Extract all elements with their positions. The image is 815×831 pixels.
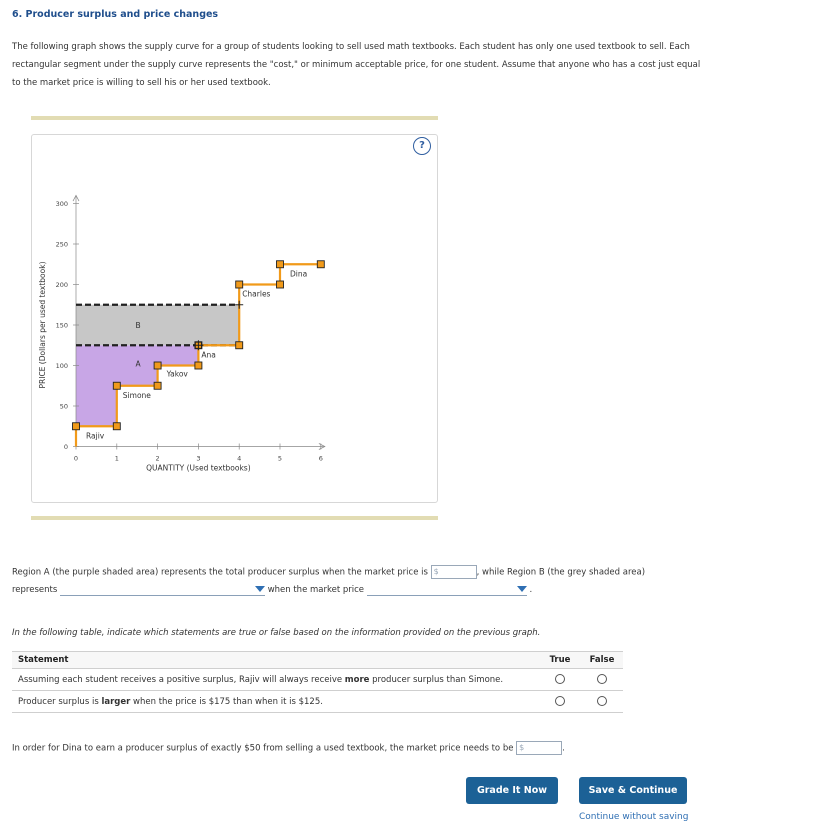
represents-text: represents: [12, 585, 58, 595]
true-header: True: [539, 652, 581, 669]
supply-point-ana-end[interactable]: [236, 342, 243, 349]
false-header: False: [581, 652, 623, 669]
question-title: 6. Producer surplus and price changes: [12, 9, 219, 20]
y-tick-label: 250: [55, 240, 68, 249]
region-a-text: Region A (the purple shaded area) represents the total producer surplus when the market price is: [12, 567, 428, 578]
statement-2-false-cell: [581, 691, 623, 713]
statement-header: Statement: [12, 652, 539, 669]
when-market-price-text: when the market price: [267, 585, 365, 595]
y-tick-label: 150: [55, 321, 68, 330]
student-label-yakov: Yakov: [166, 369, 188, 379]
region-a-price-input[interactable]: $: [431, 565, 477, 579]
save-continue-button[interactable]: Save & Continue: [579, 777, 687, 804]
statement-1-true-radio[interactable]: [555, 674, 565, 684]
help-icon[interactable]: ?: [413, 137, 431, 155]
supply-point-charles-end[interactable]: [277, 281, 284, 288]
dina-price-input[interactable]: $: [516, 741, 562, 755]
region-a-label: A: [135, 359, 141, 369]
statement-1-bold: more: [344, 674, 370, 685]
statement-1-pre: Assuming each student receives a positive surplus, Rajiv will always receive: [18, 674, 345, 685]
graph-panel: [31, 134, 438, 503]
table-row: [12, 691, 623, 713]
x-axis-label: QUANTITY (Used textbooks): [146, 463, 251, 473]
dropdown-arrow-icon: [517, 586, 527, 592]
table-row: [12, 669, 623, 691]
intro-text: The following graph shows the supply curve for a group of students looking to sell used math textbooks. Each student has only one used textbook to sell. Each rectangular segment under the supply curve represents the "cost," or minimum acceptable price, for one student. Assume that anyone who has a cost just equal to the market price is willing to sell his or her used textbook.: [12, 42, 701, 88]
y-axis-label: PRICE (Dollars per used textbook): [38, 261, 47, 389]
dina-period: .: [562, 743, 565, 754]
statement-2-true-radio[interactable]: [555, 696, 565, 706]
statement-2-bold: larger: [101, 696, 131, 707]
statement-2-pre: Producer surplus is: [18, 696, 102, 707]
supply-point-yakov-end[interactable]: [195, 362, 202, 369]
region-question-line1: [12, 565, 645, 579]
statement-1: [12, 669, 539, 691]
statement-2-false-radio[interactable]: [597, 696, 607, 706]
supply-chart[interactable]: [32, 135, 437, 502]
statement-2: [12, 691, 539, 713]
supply-point-rajiv-end[interactable]: [113, 423, 120, 430]
statement-1-post: producer surplus than Simone.: [369, 674, 504, 685]
y-tick-label: 0: [63, 443, 68, 451]
continue-without-saving-link[interactable]: Continue without saving: [579, 812, 689, 822]
y-tick-label: 50: [59, 402, 68, 411]
x-tick-label: 0: [73, 454, 79, 463]
top-divider: [31, 116, 438, 120]
x-tick-label: 6: [318, 454, 323, 463]
supply-point-dina-end[interactable]: [317, 261, 324, 268]
student-label-dina: Dina: [290, 269, 308, 279]
supply-point-simone-start[interactable]: [113, 382, 120, 389]
dropdown-arrow-icon: [255, 586, 265, 592]
grade-it-now-button[interactable]: Grade It Now: [466, 777, 558, 804]
supply-point-dina-start[interactable]: [277, 261, 284, 268]
student-label-simone: Simone: [122, 390, 151, 400]
statement-1-true-cell: [539, 669, 581, 691]
supply-point-rajiv-start[interactable]: [73, 423, 80, 430]
region-b-text: , while Region B (the grey shaded area): [476, 567, 646, 578]
table-header-row: [12, 652, 623, 669]
x-tick-label: 3: [196, 454, 201, 463]
student-label-charles: Charles: [242, 289, 271, 299]
x-tick-label: 1: [114, 454, 119, 463]
bottom-divider: [31, 516, 438, 520]
market-price-change-dropdown[interactable]: [367, 583, 527, 596]
dina-question: [12, 741, 565, 755]
student-label-ana: Ana: [201, 350, 216, 360]
x-tick-label: 5: [277, 454, 283, 463]
dina-text: In order for Dina to earn a producer surplus of exactly $50 from selling a used textbook, the market price needs to be: [12, 743, 514, 754]
statement-1-false-radio[interactable]: [597, 674, 607, 684]
statement-2-true-cell: [539, 691, 581, 713]
region-b-represents-dropdown[interactable]: [60, 583, 265, 596]
region-b-label: B: [135, 321, 141, 330]
supply-point-yakov-start[interactable]: [154, 362, 161, 369]
x-tick-label: 4: [237, 454, 242, 463]
supply-point-simone-end[interactable]: [154, 382, 161, 389]
y-tick-label: 200: [55, 281, 68, 289]
student-label-rajiv: Rajiv: [86, 431, 105, 441]
region-question-line2: [12, 583, 532, 596]
statement-1-false-cell: [581, 669, 623, 691]
table-instructions: In the following table, indicate which statements are true or false based on the information provided on the previous graph.: [12, 628, 541, 638]
y-tick-label: 100: [55, 362, 68, 370]
x-tick-label: 2: [155, 454, 160, 463]
y-tick-label: 300: [55, 200, 68, 208]
region-b-area: [76, 305, 239, 346]
true-false-table: [12, 651, 623, 713]
supply-point-charles-start[interactable]: [236, 281, 243, 288]
period-text: .: [529, 585, 533, 595]
statement-2-post: when the price is $175 than when it is $125.: [130, 696, 323, 707]
